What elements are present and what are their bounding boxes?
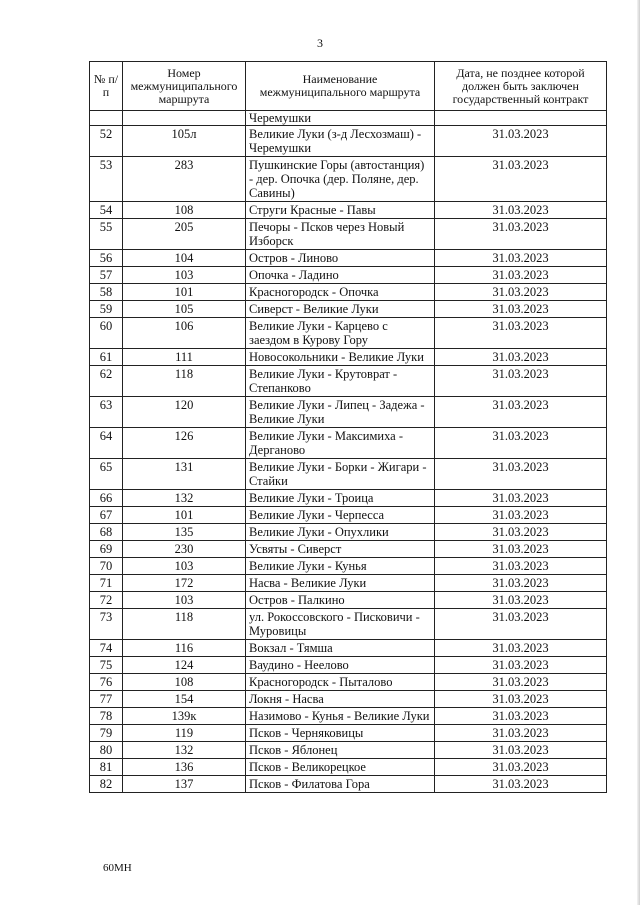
cell-num: 64 bbox=[90, 428, 123, 459]
cell-num: 56 bbox=[90, 250, 123, 267]
table-row bbox=[90, 524, 607, 541]
cell-num: 81 bbox=[90, 759, 123, 776]
cell-route-name: Великие Луки (з-д Лесхозмаш) - Черемушки bbox=[246, 126, 435, 157]
table-row bbox=[90, 366, 607, 397]
cell-route-name: Локня - Насва bbox=[246, 691, 435, 708]
table-row bbox=[90, 776, 607, 793]
table-row bbox=[90, 725, 607, 742]
cell-contract-date: 31.03.2023 bbox=[435, 459, 607, 490]
cell-num: 69 bbox=[90, 541, 123, 558]
table-row bbox=[90, 507, 607, 524]
continuation-text: Черемушки bbox=[246, 111, 435, 126]
cell-num: 71 bbox=[90, 575, 123, 592]
cell-contract-date: 31.03.2023 bbox=[435, 157, 607, 202]
table-row bbox=[90, 459, 607, 490]
cell-contract-date: 31.03.2023 bbox=[435, 219, 607, 250]
cell-route-name: Назимово - Кунья - Великие Луки bbox=[246, 708, 435, 725]
cell-num: 54 bbox=[90, 202, 123, 219]
cell-contract-date: 31.03.2023 bbox=[435, 318, 607, 349]
cell-route-number: 104 bbox=[123, 250, 246, 267]
header-contract-date: Дата, не позднее которой должен быть заключен государственный контракт bbox=[435, 62, 607, 111]
cell-num: 72 bbox=[90, 592, 123, 609]
table-row bbox=[90, 397, 607, 428]
table-body bbox=[90, 111, 607, 793]
cell-contract-date: 31.03.2023 bbox=[435, 250, 607, 267]
cell-route-number: 106 bbox=[123, 318, 246, 349]
header-route-name: Наименование межмуниципального маршрута bbox=[246, 62, 435, 111]
cell-num: 62 bbox=[90, 366, 123, 397]
cell-route-number: 154 bbox=[123, 691, 246, 708]
table-header bbox=[90, 62, 607, 111]
table-row bbox=[90, 301, 607, 318]
cell-num: 68 bbox=[90, 524, 123, 541]
cell-route-number: 118 bbox=[123, 609, 246, 640]
cell-route-number: 103 bbox=[123, 558, 246, 575]
cell-route-number: 137 bbox=[123, 776, 246, 793]
cell-route-name: Великие Луки - Максимиха - Дерганово bbox=[246, 428, 435, 459]
footer-code: 60МН bbox=[103, 862, 132, 874]
cell-contract-date: 31.03.2023 bbox=[435, 366, 607, 397]
table-row bbox=[90, 759, 607, 776]
cell-route-number: 105л bbox=[123, 126, 246, 157]
cell-contract-date: 31.03.2023 bbox=[435, 691, 607, 708]
cell-num: 78 bbox=[90, 708, 123, 725]
table-row bbox=[90, 708, 607, 725]
cell-route-number: 111 bbox=[123, 349, 246, 366]
cell-contract-date: 31.03.2023 bbox=[435, 301, 607, 318]
header-row bbox=[90, 62, 607, 111]
cell-contract-date: 31.03.2023 bbox=[435, 708, 607, 725]
cell-contract-date: 31.03.2023 bbox=[435, 742, 607, 759]
cell-route-name: Великие Луки - Липец - Задежа - Великие Луки bbox=[246, 397, 435, 428]
cell-num: 75 bbox=[90, 657, 123, 674]
table-row bbox=[90, 541, 607, 558]
cell-contract-date: 31.03.2023 bbox=[435, 284, 607, 301]
cell-route-name: Насва - Великие Луки bbox=[246, 575, 435, 592]
cell-route-name: Псков - Великорецкое bbox=[246, 759, 435, 776]
cell-empty bbox=[123, 111, 246, 126]
cell-contract-date: 31.03.2023 bbox=[435, 776, 607, 793]
routes-table bbox=[89, 61, 607, 793]
table-row bbox=[90, 640, 607, 657]
table-row bbox=[90, 318, 607, 349]
cell-route-number: 103 bbox=[123, 267, 246, 284]
cell-route-number: 132 bbox=[123, 742, 246, 759]
cell-contract-date: 31.03.2023 bbox=[435, 524, 607, 541]
cell-route-number: 136 bbox=[123, 759, 246, 776]
cell-route-name: Остров - Линово bbox=[246, 250, 435, 267]
cell-route-number: 101 bbox=[123, 507, 246, 524]
cell-route-number: 139к bbox=[123, 708, 246, 725]
cell-route-number: 103 bbox=[123, 592, 246, 609]
continuation-row bbox=[90, 111, 607, 126]
cell-num: 80 bbox=[90, 742, 123, 759]
cell-route-number: 172 bbox=[123, 575, 246, 592]
cell-contract-date: 31.03.2023 bbox=[435, 725, 607, 742]
table-row bbox=[90, 250, 607, 267]
cell-num: 57 bbox=[90, 267, 123, 284]
cell-route-number: 135 bbox=[123, 524, 246, 541]
cell-route-number: 101 bbox=[123, 284, 246, 301]
table-row bbox=[90, 428, 607, 459]
cell-route-name: Красногородск - Пыталово bbox=[246, 674, 435, 691]
page-number: 3 bbox=[317, 36, 323, 50]
cell-route-number: 119 bbox=[123, 725, 246, 742]
cell-num: 74 bbox=[90, 640, 123, 657]
table-row bbox=[90, 657, 607, 674]
cell-num: 58 bbox=[90, 284, 123, 301]
cell-route-name: Новосокольники - Великие Луки bbox=[246, 349, 435, 366]
cell-route-name: Великие Луки - Черпесса bbox=[246, 507, 435, 524]
cell-contract-date: 31.03.2023 bbox=[435, 609, 607, 640]
cell-route-name: Псков - Черняковицы bbox=[246, 725, 435, 742]
cell-contract-date: 31.03.2023 bbox=[435, 640, 607, 657]
cell-route-name: Великие Луки - Крутоврат - Степанково bbox=[246, 366, 435, 397]
cell-contract-date: 31.03.2023 bbox=[435, 267, 607, 284]
cell-route-name: Ваудино - Неелово bbox=[246, 657, 435, 674]
cell-contract-date: 31.03.2023 bbox=[435, 592, 607, 609]
cell-num: 79 bbox=[90, 725, 123, 742]
cell-route-name: Сиверст - Великие Луки bbox=[246, 301, 435, 318]
cell-num: 63 bbox=[90, 397, 123, 428]
cell-contract-date: 31.03.2023 bbox=[435, 507, 607, 524]
cell-route-name: Великие Луки - Кунья bbox=[246, 558, 435, 575]
cell-route-number: 108 bbox=[123, 202, 246, 219]
cell-route-number: 120 bbox=[123, 397, 246, 428]
cell-route-name: Опочка - Ладино bbox=[246, 267, 435, 284]
cell-contract-date: 31.03.2023 bbox=[435, 558, 607, 575]
cell-num: 76 bbox=[90, 674, 123, 691]
cell-route-name: Псков - Яблонец bbox=[246, 742, 435, 759]
table-row bbox=[90, 202, 607, 219]
table-row bbox=[90, 592, 607, 609]
cell-route-number: 126 bbox=[123, 428, 246, 459]
cell-route-name: Псков - Филатова Гора bbox=[246, 776, 435, 793]
cell-route-number: 105 bbox=[123, 301, 246, 318]
header-num: № п/п bbox=[90, 62, 123, 111]
cell-route-name: Вокзал - Тямша bbox=[246, 640, 435, 657]
cell-route-name: Пушкинские Горы (автостанция) - дер. Опочка (дер. Поляне, дер. Савины) bbox=[246, 157, 435, 202]
cell-route-number: 132 bbox=[123, 490, 246, 507]
cell-num: 52 bbox=[90, 126, 123, 157]
cell-route-number: 131 bbox=[123, 459, 246, 490]
cell-empty bbox=[435, 111, 607, 126]
cell-route-name: Струги Красные - Павы bbox=[246, 202, 435, 219]
cell-num: 77 bbox=[90, 691, 123, 708]
cell-contract-date: 31.03.2023 bbox=[435, 541, 607, 558]
table-row bbox=[90, 609, 607, 640]
cell-contract-date: 31.03.2023 bbox=[435, 575, 607, 592]
table-row bbox=[90, 126, 607, 157]
cell-route-number: 205 bbox=[123, 219, 246, 250]
cell-num: 70 bbox=[90, 558, 123, 575]
cell-contract-date: 31.03.2023 bbox=[435, 674, 607, 691]
cell-contract-date: 31.03.2023 bbox=[435, 126, 607, 157]
cell-empty bbox=[90, 111, 123, 126]
cell-route-name: Усвяты - Сиверст bbox=[246, 541, 435, 558]
table-row bbox=[90, 284, 607, 301]
cell-num: 61 bbox=[90, 349, 123, 366]
table-row bbox=[90, 490, 607, 507]
cell-route-name: Красногородск - Опочка bbox=[246, 284, 435, 301]
cell-route-name: Великие Луки - Карцево с заездом в Курову Гору bbox=[246, 318, 435, 349]
cell-num: 73 bbox=[90, 609, 123, 640]
cell-contract-date: 31.03.2023 bbox=[435, 397, 607, 428]
cell-contract-date: 31.03.2023 bbox=[435, 349, 607, 366]
cell-route-number: 283 bbox=[123, 157, 246, 202]
cell-route-number: 108 bbox=[123, 674, 246, 691]
cell-route-name: Остров - Палкино bbox=[246, 592, 435, 609]
table-row bbox=[90, 558, 607, 575]
cell-route-name: ул. Рокоссовского - Писковичи - Муровицы bbox=[246, 609, 435, 640]
table-row bbox=[90, 267, 607, 284]
header-route-number: Номер межмуниципального маршрута bbox=[123, 62, 246, 111]
cell-contract-date: 31.03.2023 bbox=[435, 490, 607, 507]
cell-num: 59 bbox=[90, 301, 123, 318]
cell-route-number: 116 bbox=[123, 640, 246, 657]
table-row bbox=[90, 349, 607, 366]
cell-contract-date: 31.03.2023 bbox=[435, 202, 607, 219]
cell-num: 67 bbox=[90, 507, 123, 524]
cell-route-name: Печоры - Псков через Новый Изборск bbox=[246, 219, 435, 250]
cell-num: 66 bbox=[90, 490, 123, 507]
table-row bbox=[90, 575, 607, 592]
cell-num: 53 bbox=[90, 157, 123, 202]
table-row bbox=[90, 742, 607, 759]
cell-num: 55 bbox=[90, 219, 123, 250]
table-row bbox=[90, 674, 607, 691]
cell-contract-date: 31.03.2023 bbox=[435, 657, 607, 674]
cell-route-name: Великие Луки - Борки - Жигари - Стайки bbox=[246, 459, 435, 490]
table-row bbox=[90, 219, 607, 250]
cell-route-number: 230 bbox=[123, 541, 246, 558]
cell-route-name: Великие Луки - Опухлики bbox=[246, 524, 435, 541]
table-row bbox=[90, 691, 607, 708]
table-row bbox=[90, 157, 607, 202]
cell-contract-date: 31.03.2023 bbox=[435, 428, 607, 459]
cell-route-number: 124 bbox=[123, 657, 246, 674]
cell-num: 65 bbox=[90, 459, 123, 490]
cell-route-name: Великие Луки - Троица bbox=[246, 490, 435, 507]
cell-num: 60 bbox=[90, 318, 123, 349]
cell-num: 82 bbox=[90, 776, 123, 793]
cell-contract-date: 31.03.2023 bbox=[435, 759, 607, 776]
cell-route-number: 118 bbox=[123, 366, 246, 397]
